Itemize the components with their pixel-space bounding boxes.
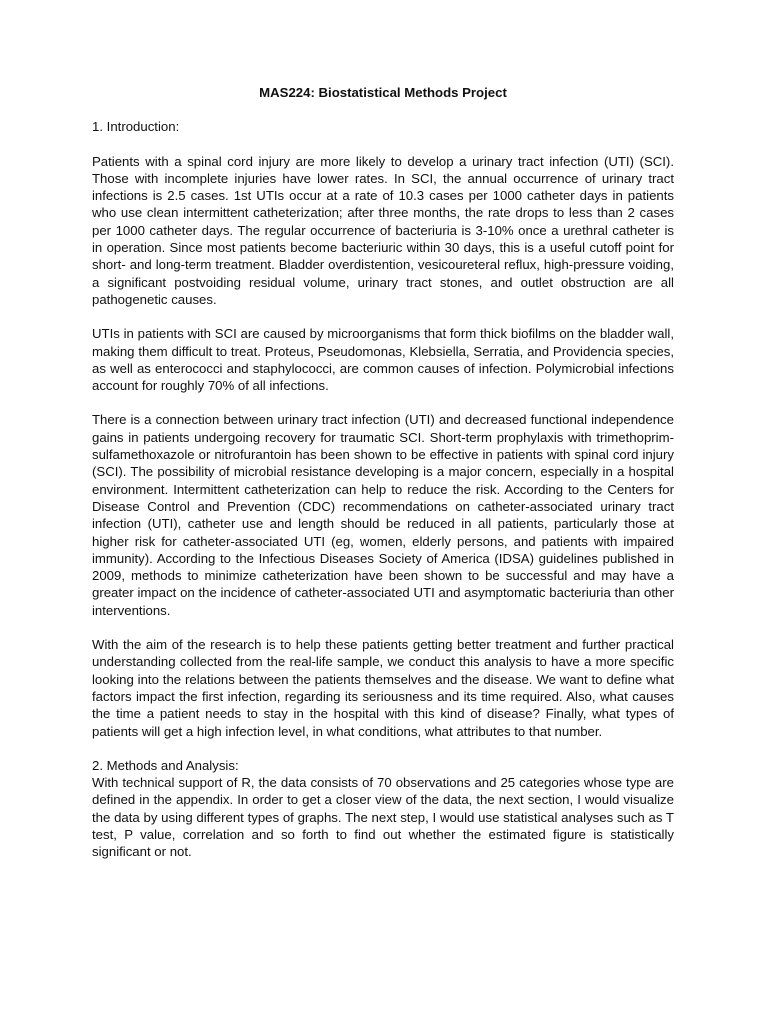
section-heading-introduction: 1. Introduction: xyxy=(92,119,180,135)
intro-paragraph-3: There is a connection between urinary tract infection (UTI) and decreased functional independence gains in patients undergoing recovery for traumatic SCI. Short-term prophylaxis with trimethoprim-sulfamethoxazole or nitrofurantoin has been shown to be effective in patients with spinal cord injury (SCI). The possibility of microbial resistance developing is a major concern, especially in a hospital environment. Intermittent catheterization can help to reduce the risk. According to the Centers for Disease Control and Prevention (CDC) recommendations on catheter-associated urinary tract infection (UTI), catheter use and length should be reduced in all patients, particularly those at higher risk for catheter-associated UTI (eg, women, elderly persons, and patients with impaired immunity). According to the Infectious Diseases Society of America (IDSA) guidelines published in 2009, methods to minimize catheterization have been shown to be successful and may have a greater impact on the incidence of catheter-associated UTI and asymptomatic bacteriuria than other interventions. xyxy=(92,412,674,618)
document-title: MAS224: Biostatistical Methods Project xyxy=(259,85,507,100)
intro-paragraph-4: With the aim of the research is to help these patients getting better treatment and further practical understanding collected from the real-life sample, we conduct this analysis to have a more specific looking into the relations between the patients themselves and the disease. We want to define what factors impact the first infection, regarding its seriousness and its time required. Also, what causes the time a patient needs to stay in the hospital with this kind of disease? Finally, what types of patients will get a high infection level, in what conditions, what attributes to that number. xyxy=(92,637,674,739)
intro-paragraph-1: Patients with a spinal cord injury are more likely to develop a urinary tract infection (UTI) (SCI). Those with incomplete injuries have lower rates. In SCI, the annual occurrence of urinary tract infections is 2.5 cases. 1st UTIs occur at a rate of 10.3 cases per 1000 catheter days in patients who use clean intermittent catheterization; after three months, the rate drops to less than 2 cases per 1000 catheter days. The regular occurrence of bacteriuria is 3-10% once a urethral catheter is in operation. Since most patients become bacteriuric within 30 days, this is a useful cutoff point for short- and long-term treatment. Bladder overdistention, vesicoureteral reflux, high-pressure voiding, a significant postvoiding residual volume, urinary tract stones, and outlet obstruction are all pathogenetic causes. xyxy=(92,153,674,307)
section-heading-methods: 2. Methods and Analysis: xyxy=(92,757,239,773)
document-page xyxy=(92,84,674,878)
intro-paragraph-2: UTIs in patients with SCI are caused by microorganisms that form thick biofilms on the bladder wall, making them difficult to treat. Proteus, Pseudomonas, Klebsiella, Serratia, and Providencia species, as well as enterococci and staphylococci, are common causes of infection. Polymicrobial infections account for roughly 70% of all infections. xyxy=(92,326,674,394)
methods-paragraph: With technical support of R, the data consists of 70 observations and 25 categories whose type are defined in the appendix. In order to get a closer view of the data, the next section, I would visualize the data by using different types of graphs. The next step, I would use statistical analyses such as T test, P value, correlation and so forth to find out whether the estimated figure is statistically significant or not. xyxy=(92,775,674,860)
